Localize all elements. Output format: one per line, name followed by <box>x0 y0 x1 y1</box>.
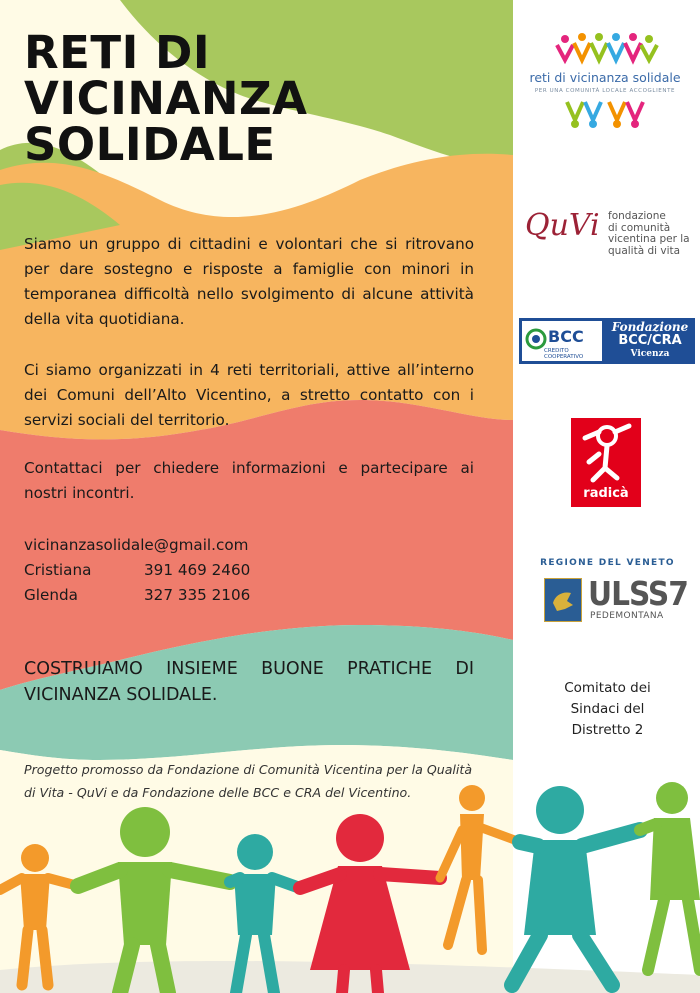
email-link[interactable]: vicinanzasolidale@gmail.com <box>24 536 249 554</box>
ulss-subtitle: PEDEMONTANA <box>590 611 664 621</box>
fondazione-bcc-logo <box>519 318 695 364</box>
ulss7-logo <box>540 558 688 628</box>
quvi-line: fondazione <box>608 210 666 222</box>
quvi-line: vicentina per la <box>608 233 690 245</box>
comitato-line: Distretto 2 <box>571 722 644 738</box>
radica-logo <box>571 418 641 507</box>
figure-green-right-icon <box>640 782 700 970</box>
slogan: COSTRUIAMO INSIEME BUONE PRATICHE DI VICINANZA SOLIDALE. <box>24 659 474 705</box>
bcc-emblem-icon <box>525 328 547 350</box>
radica-figure-icon <box>571 418 641 486</box>
bcc-badge <box>522 321 602 361</box>
page-title <box>24 26 308 171</box>
comitato-line: Comitato dei <box>564 680 651 696</box>
bcc-cra-label: BCC/CRA <box>618 333 682 348</box>
figure-orange-jumping-icon <box>440 785 520 950</box>
region-label: REGIONE DEL VENETO <box>540 558 675 568</box>
quvi-logo <box>525 208 695 258</box>
comitato-sindaci-label <box>530 678 685 741</box>
contact-name: Glenda <box>24 586 78 604</box>
title-line-3: SOLIDALE <box>24 118 276 171</box>
bcc-city-label: Vicenza <box>630 349 670 359</box>
quvi-description <box>608 211 690 257</box>
contact-name: Cristiana <box>24 561 92 579</box>
quvi-line: di comunità <box>608 221 671 234</box>
reti-vicinanza-logo <box>525 30 685 130</box>
contact-block <box>24 533 250 608</box>
organization-paragraph: Ci siamo organizzati in 4 reti territoriali, attive all’interno dei Comuni dell’Alto Vicentino, a stretto contatto con i servizi sociali del territorio. <box>24 361 474 429</box>
title-line-1: RETI DI <box>24 26 211 79</box>
contact-invite-paragraph: Contattaci per chiedere informazioni e partecipare ai nostri incontri. <box>24 459 474 502</box>
bcc-wordmark: BCC <box>548 327 584 346</box>
contact-phone[interactable]: 327 335 2106 <box>144 586 251 604</box>
contact-row <box>24 583 250 608</box>
title-line-2: VICINANZA <box>24 72 308 125</box>
comitato-line: Sindaci del <box>570 701 645 717</box>
ulss-name: ULSS7 <box>588 574 688 613</box>
contact-phone[interactable]: 391 469 2460 <box>144 561 251 579</box>
quvi-line: qualità di vita <box>608 244 681 257</box>
intro-paragraph: Siamo un gruppo di cittadini e volontari che si ritrovano per dare sostegno e risposte a famiglie con minori in temporanea difficoltà nello svolgimento di alcune attività della vita quotidiana. <box>24 235 474 328</box>
figure-orange-left-icon <box>0 844 78 985</box>
veneto-lion-shield-icon <box>544 578 582 622</box>
quvi-wordmark: QuVi <box>525 208 600 243</box>
figure-teal-big-icon <box>512 786 640 985</box>
contact-row <box>24 558 250 583</box>
people-holding-hands-illustration <box>0 770 700 993</box>
bcc-subtitle: CREDITO COOPERATIVO <box>544 348 584 360</box>
bcc-foundation-label: Fondazione <box>611 320 689 334</box>
radica-wordmark: radicà <box>583 486 629 501</box>
reti-vicinanza-tagline: PER UNA COMUNITÀ LOCALE ACCOGLIENTE <box>534 88 676 94</box>
project-credit: Progetto promosso da Fondazione di Comunità Vicentina per la Qualità di Vita - QuVi e da Fondazione delle BCC e CRA del Vicentino. <box>24 762 473 800</box>
reti-vicinanza-logo-text: reti di vicinanza solidale <box>529 70 681 85</box>
